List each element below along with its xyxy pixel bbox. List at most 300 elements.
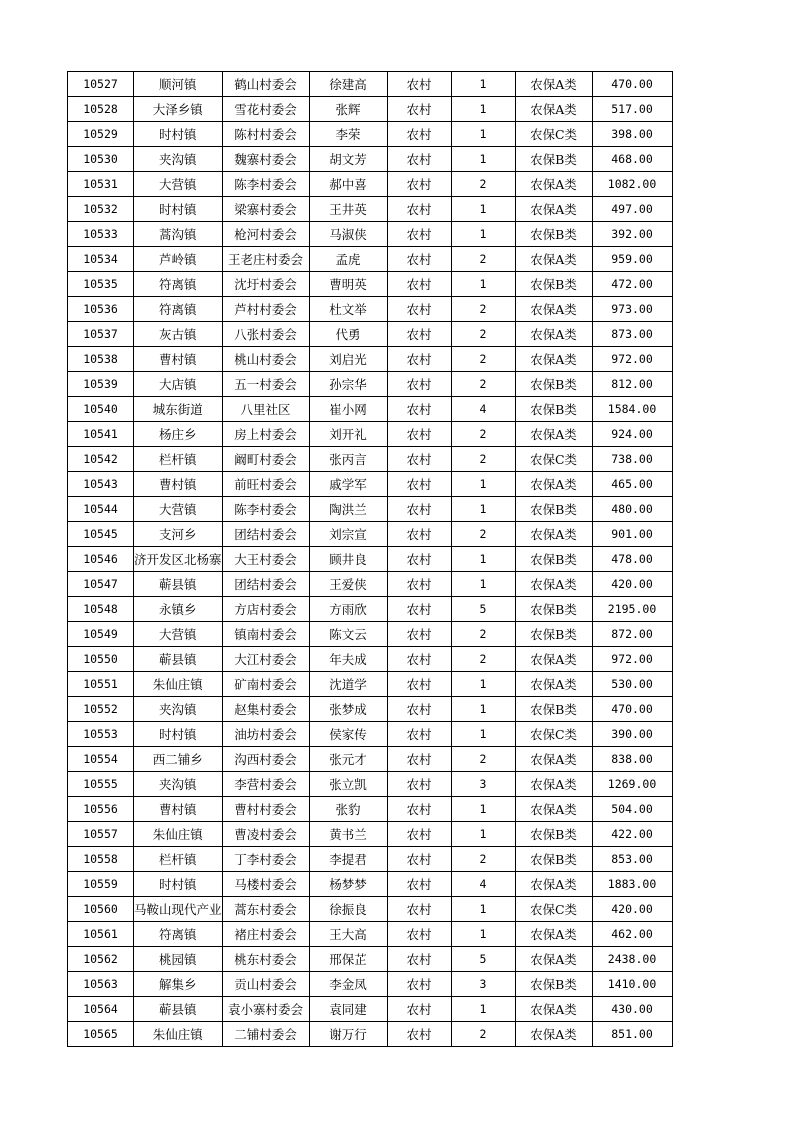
record-id-cell: 10555 bbox=[68, 772, 134, 797]
record-id-cell: 10544 bbox=[68, 497, 134, 522]
member-count-cell: 2 bbox=[451, 347, 515, 372]
table-row bbox=[68, 97, 673, 122]
table-row bbox=[68, 222, 673, 247]
person-name-cell: 胡文芳 bbox=[309, 147, 387, 172]
village-committee-cell: 方店村委会 bbox=[222, 597, 309, 622]
person-name-cell: 刘启光 bbox=[309, 347, 387, 372]
amount-cell: 2438.00 bbox=[592, 947, 672, 972]
township-cell: 栏杆镇 bbox=[134, 847, 223, 872]
household-type-cell: 农村 bbox=[387, 197, 451, 222]
village-committee-cell: 曹村村委会 bbox=[222, 797, 309, 822]
member-count-cell: 1 bbox=[451, 997, 515, 1022]
member-count-cell: 2 bbox=[451, 247, 515, 272]
person-name-cell: 徐振良 bbox=[309, 897, 387, 922]
insurance-category-cell: 农保A类 bbox=[515, 747, 592, 772]
household-type-cell: 农村 bbox=[387, 347, 451, 372]
person-name-cell: 方雨欣 bbox=[309, 597, 387, 622]
township-cell: 大营镇 bbox=[134, 172, 223, 197]
insurance-category-cell: 农保A类 bbox=[515, 797, 592, 822]
table-row bbox=[68, 547, 673, 572]
table-row bbox=[68, 822, 673, 847]
person-name-cell: 戚学军 bbox=[309, 472, 387, 497]
village-committee-cell: 二铺村委会 bbox=[222, 1022, 309, 1047]
amount-cell: 1082.00 bbox=[592, 172, 672, 197]
household-type-cell: 农村 bbox=[387, 947, 451, 972]
household-type-cell: 农村 bbox=[387, 547, 451, 572]
insurance-category-cell: 农保B类 bbox=[515, 497, 592, 522]
township-cell: 时村镇 bbox=[134, 872, 223, 897]
amount-cell: 1269.00 bbox=[592, 772, 672, 797]
record-id-cell: 10549 bbox=[68, 622, 134, 647]
record-id-cell: 10539 bbox=[68, 372, 134, 397]
household-type-cell: 农村 bbox=[387, 872, 451, 897]
insurance-category-cell: 农保A类 bbox=[515, 347, 592, 372]
member-count-cell: 3 bbox=[451, 772, 515, 797]
amount-cell: 851.00 bbox=[592, 1022, 672, 1047]
amount-cell: 959.00 bbox=[592, 247, 672, 272]
member-count-cell: 4 bbox=[451, 872, 515, 897]
household-type-cell: 农村 bbox=[387, 647, 451, 672]
amount-cell: 901.00 bbox=[592, 522, 672, 547]
person-name-cell: 张丙言 bbox=[309, 447, 387, 472]
amount-cell: 972.00 bbox=[592, 347, 672, 372]
person-name-cell: 黄书兰 bbox=[309, 822, 387, 847]
member-count-cell: 1 bbox=[451, 822, 515, 847]
township-cell: 曹村镇 bbox=[134, 347, 223, 372]
member-count-cell: 1 bbox=[451, 122, 515, 147]
member-count-cell: 1 bbox=[451, 272, 515, 297]
record-id-cell: 10529 bbox=[68, 122, 134, 147]
township-cell: 蕲县镇 bbox=[134, 997, 223, 1022]
insurance-category-cell: 农保A类 bbox=[515, 997, 592, 1022]
table-row bbox=[68, 1022, 673, 1047]
insurance-category-cell: 农保A类 bbox=[515, 97, 592, 122]
insurance-category-cell: 农保C类 bbox=[515, 447, 592, 472]
member-count-cell: 2 bbox=[451, 447, 515, 472]
township-cell: 曹村镇 bbox=[134, 797, 223, 822]
member-count-cell: 2 bbox=[451, 297, 515, 322]
insurance-category-cell: 农保B类 bbox=[515, 397, 592, 422]
record-id-cell: 10536 bbox=[68, 297, 134, 322]
village-committee-cell: 陈李村委会 bbox=[222, 497, 309, 522]
person-name-cell: 王爱侠 bbox=[309, 572, 387, 597]
member-count-cell: 2 bbox=[451, 372, 515, 397]
amount-cell: 465.00 bbox=[592, 472, 672, 497]
person-name-cell: 谢万行 bbox=[309, 1022, 387, 1047]
member-count-cell: 4 bbox=[451, 397, 515, 422]
record-id-cell: 10552 bbox=[68, 697, 134, 722]
table-row bbox=[68, 872, 673, 897]
household-type-cell: 农村 bbox=[387, 122, 451, 147]
member-count-cell: 2 bbox=[451, 1022, 515, 1047]
amount-cell: 972.00 bbox=[592, 647, 672, 672]
insurance-category-cell: 农保A类 bbox=[515, 672, 592, 697]
record-id-cell: 10542 bbox=[68, 447, 134, 472]
record-id-cell: 10551 bbox=[68, 672, 134, 697]
person-name-cell: 崔小网 bbox=[309, 397, 387, 422]
person-name-cell: 袁同建 bbox=[309, 997, 387, 1022]
record-id-cell: 10565 bbox=[68, 1022, 134, 1047]
person-name-cell: 徐建高 bbox=[309, 72, 387, 97]
member-count-cell: 2 bbox=[451, 322, 515, 347]
record-id-cell: 10537 bbox=[68, 322, 134, 347]
household-type-cell: 农村 bbox=[387, 297, 451, 322]
township-cell: 城东街道 bbox=[134, 397, 223, 422]
township-cell: 夹沟镇 bbox=[134, 147, 223, 172]
township-cell: 蕲县镇 bbox=[134, 572, 223, 597]
table-row bbox=[68, 322, 673, 347]
insurance-category-cell: 农保A类 bbox=[515, 322, 592, 347]
village-committee-cell: 梁寨村委会 bbox=[222, 197, 309, 222]
household-type-cell: 农村 bbox=[387, 372, 451, 397]
table-row bbox=[68, 72, 673, 97]
amount-cell: 420.00 bbox=[592, 572, 672, 597]
household-type-cell: 农村 bbox=[387, 522, 451, 547]
township-cell: 曹村镇 bbox=[134, 472, 223, 497]
household-type-cell: 农村 bbox=[387, 97, 451, 122]
village-committee-cell: 曹凌村委会 bbox=[222, 822, 309, 847]
member-count-cell: 1 bbox=[451, 72, 515, 97]
table-row bbox=[68, 897, 673, 922]
member-count-cell: 1 bbox=[451, 472, 515, 497]
person-name-cell: 陶洪兰 bbox=[309, 497, 387, 522]
member-count-cell: 5 bbox=[451, 597, 515, 622]
township-cell: 马鞍山现代产业 bbox=[134, 897, 223, 922]
household-type-cell: 农村 bbox=[387, 322, 451, 347]
amount-cell: 462.00 bbox=[592, 922, 672, 947]
person-name-cell: 年夫成 bbox=[309, 647, 387, 672]
amount-cell: 872.00 bbox=[592, 622, 672, 647]
insurance-category-cell: 农保B类 bbox=[515, 372, 592, 397]
insurance-category-cell: 农保A类 bbox=[515, 72, 592, 97]
township-cell: 顺河镇 bbox=[134, 72, 223, 97]
township-cell: 解集乡 bbox=[134, 972, 223, 997]
table-row bbox=[68, 772, 673, 797]
table-row bbox=[68, 972, 673, 997]
township-cell: 大营镇 bbox=[134, 622, 223, 647]
table-row bbox=[68, 172, 673, 197]
insurance-category-cell: 农保A类 bbox=[515, 772, 592, 797]
record-id-cell: 10534 bbox=[68, 247, 134, 272]
member-count-cell: 1 bbox=[451, 697, 515, 722]
amount-cell: 1584.00 bbox=[592, 397, 672, 422]
member-count-cell: 1 bbox=[451, 722, 515, 747]
insurance-category-cell: 农保A类 bbox=[515, 647, 592, 672]
table-row bbox=[68, 447, 673, 472]
table-row bbox=[68, 197, 673, 222]
township-cell: 朱仙庄镇 bbox=[134, 822, 223, 847]
record-id-cell: 10527 bbox=[68, 72, 134, 97]
member-count-cell: 5 bbox=[451, 947, 515, 972]
village-committee-cell: 大王村委会 bbox=[222, 547, 309, 572]
village-committee-cell: 鹤山村委会 bbox=[222, 72, 309, 97]
person-name-cell: 代勇 bbox=[309, 322, 387, 347]
table-row bbox=[68, 597, 673, 622]
household-type-cell: 农村 bbox=[387, 697, 451, 722]
table-row bbox=[68, 347, 673, 372]
table-row bbox=[68, 397, 673, 422]
township-cell: 时村镇 bbox=[134, 122, 223, 147]
household-type-cell: 农村 bbox=[387, 672, 451, 697]
person-name-cell: 侯家传 bbox=[309, 722, 387, 747]
person-name-cell: 张辉 bbox=[309, 97, 387, 122]
insurance-category-cell: 农保C类 bbox=[515, 897, 592, 922]
record-id-cell: 10545 bbox=[68, 522, 134, 547]
village-committee-cell: 雪花村委会 bbox=[222, 97, 309, 122]
amount-cell: 478.00 bbox=[592, 547, 672, 572]
household-type-cell: 农村 bbox=[387, 147, 451, 172]
person-name-cell: 沈道学 bbox=[309, 672, 387, 697]
person-name-cell: 陈文云 bbox=[309, 622, 387, 647]
village-committee-cell: 团结村委会 bbox=[222, 572, 309, 597]
village-committee-cell: 八里社区 bbox=[222, 397, 309, 422]
table-row bbox=[68, 672, 673, 697]
village-committee-cell: 团结村委会 bbox=[222, 522, 309, 547]
records-table bbox=[67, 71, 673, 1047]
member-count-cell: 2 bbox=[451, 847, 515, 872]
amount-cell: 430.00 bbox=[592, 997, 672, 1022]
table-row bbox=[68, 797, 673, 822]
township-cell: 大店镇 bbox=[134, 372, 223, 397]
record-id-cell: 10538 bbox=[68, 347, 134, 372]
amount-cell: 838.00 bbox=[592, 747, 672, 772]
amount-cell: 2195.00 bbox=[592, 597, 672, 622]
member-count-cell: 1 bbox=[451, 497, 515, 522]
amount-cell: 480.00 bbox=[592, 497, 672, 522]
record-id-cell: 10535 bbox=[68, 272, 134, 297]
household-type-cell: 农村 bbox=[387, 597, 451, 622]
household-type-cell: 农村 bbox=[387, 447, 451, 472]
record-id-cell: 10558 bbox=[68, 847, 134, 872]
table-row bbox=[68, 697, 673, 722]
insurance-category-cell: 农保A类 bbox=[515, 172, 592, 197]
household-type-cell: 农村 bbox=[387, 997, 451, 1022]
village-committee-cell: 桃山村委会 bbox=[222, 347, 309, 372]
person-name-cell: 李提君 bbox=[309, 847, 387, 872]
insurance-category-cell: 农保B类 bbox=[515, 847, 592, 872]
table-row bbox=[68, 122, 673, 147]
village-committee-cell: 桃东村委会 bbox=[222, 947, 309, 972]
person-name-cell: 王大高 bbox=[309, 922, 387, 947]
household-type-cell: 农村 bbox=[387, 472, 451, 497]
village-committee-cell: 魏寨村委会 bbox=[222, 147, 309, 172]
township-cell: 杨庄乡 bbox=[134, 422, 223, 447]
table-row bbox=[68, 947, 673, 972]
table-row bbox=[68, 472, 673, 497]
member-count-cell: 1 bbox=[451, 572, 515, 597]
table-row bbox=[68, 622, 673, 647]
record-id-cell: 10563 bbox=[68, 972, 134, 997]
insurance-category-cell: 农保B类 bbox=[515, 147, 592, 172]
amount-cell: 873.00 bbox=[592, 322, 672, 347]
household-type-cell: 农村 bbox=[387, 572, 451, 597]
village-committee-cell: 五一村委会 bbox=[222, 372, 309, 397]
member-count-cell: 3 bbox=[451, 972, 515, 997]
amount-cell: 1883.00 bbox=[592, 872, 672, 897]
member-count-cell: 1 bbox=[451, 672, 515, 697]
record-id-cell: 10561 bbox=[68, 922, 134, 947]
household-type-cell: 农村 bbox=[387, 272, 451, 297]
insurance-category-cell: 农保B类 bbox=[515, 597, 592, 622]
record-id-cell: 10548 bbox=[68, 597, 134, 622]
amount-cell: 420.00 bbox=[592, 897, 672, 922]
record-id-cell: 10531 bbox=[68, 172, 134, 197]
person-name-cell: 张梦成 bbox=[309, 697, 387, 722]
amount-cell: 530.00 bbox=[592, 672, 672, 697]
township-cell: 桃园镇 bbox=[134, 947, 223, 972]
village-committee-cell: 房上村委会 bbox=[222, 422, 309, 447]
record-id-cell: 10556 bbox=[68, 797, 134, 822]
household-type-cell: 农村 bbox=[387, 922, 451, 947]
village-committee-cell: 沈圩村委会 bbox=[222, 272, 309, 297]
village-committee-cell: 陈李村委会 bbox=[222, 172, 309, 197]
household-type-cell: 农村 bbox=[387, 822, 451, 847]
table-row bbox=[68, 272, 673, 297]
household-type-cell: 农村 bbox=[387, 722, 451, 747]
household-type-cell: 农村 bbox=[387, 772, 451, 797]
village-committee-cell: 阚町村委会 bbox=[222, 447, 309, 472]
household-type-cell: 农村 bbox=[387, 1022, 451, 1047]
village-committee-cell: 八张村委会 bbox=[222, 322, 309, 347]
insurance-category-cell: 农保B类 bbox=[515, 972, 592, 997]
record-id-cell: 10547 bbox=[68, 572, 134, 597]
record-id-cell: 10533 bbox=[68, 222, 134, 247]
insurance-category-cell: 农保A类 bbox=[515, 297, 592, 322]
table-row bbox=[68, 922, 673, 947]
village-committee-cell: 马楼村委会 bbox=[222, 872, 309, 897]
amount-cell: 924.00 bbox=[592, 422, 672, 447]
insurance-category-cell: 农保A类 bbox=[515, 247, 592, 272]
record-id-cell: 10559 bbox=[68, 872, 134, 897]
table-row bbox=[68, 497, 673, 522]
village-committee-cell: 赵集村委会 bbox=[222, 697, 309, 722]
amount-cell: 398.00 bbox=[592, 122, 672, 147]
insurance-category-cell: 农保A类 bbox=[515, 947, 592, 972]
member-count-cell: 2 bbox=[451, 647, 515, 672]
household-type-cell: 农村 bbox=[387, 622, 451, 647]
insurance-category-cell: 农保A类 bbox=[515, 1022, 592, 1047]
insurance-category-cell: 农保B类 bbox=[515, 697, 592, 722]
township-cell: 蕲县镇 bbox=[134, 647, 223, 672]
table-row bbox=[68, 647, 673, 672]
member-count-cell: 1 bbox=[451, 547, 515, 572]
township-cell: 西二铺乡 bbox=[134, 747, 223, 772]
household-type-cell: 农村 bbox=[387, 172, 451, 197]
member-count-cell: 2 bbox=[451, 522, 515, 547]
amount-cell: 812.00 bbox=[592, 372, 672, 397]
insurance-category-cell: 农保A类 bbox=[515, 572, 592, 597]
household-type-cell: 农村 bbox=[387, 797, 451, 822]
insurance-category-cell: 农保C类 bbox=[515, 122, 592, 147]
person-name-cell: 郝中喜 bbox=[309, 172, 387, 197]
amount-cell: 390.00 bbox=[592, 722, 672, 747]
amount-cell: 422.00 bbox=[592, 822, 672, 847]
table-row bbox=[68, 372, 673, 397]
township-cell: 时村镇 bbox=[134, 722, 223, 747]
insurance-category-cell: 农保A类 bbox=[515, 472, 592, 497]
person-name-cell: 孟虎 bbox=[309, 247, 387, 272]
table-row bbox=[68, 722, 673, 747]
village-committee-cell: 丁李村委会 bbox=[222, 847, 309, 872]
member-count-cell: 1 bbox=[451, 897, 515, 922]
township-cell: 夹沟镇 bbox=[134, 772, 223, 797]
person-name-cell: 李荣 bbox=[309, 122, 387, 147]
household-type-cell: 农村 bbox=[387, 422, 451, 447]
township-cell: 大泽乡镇 bbox=[134, 97, 223, 122]
person-name-cell: 刘开礼 bbox=[309, 422, 387, 447]
insurance-category-cell: 农保B类 bbox=[515, 547, 592, 572]
table-row bbox=[68, 747, 673, 772]
township-cell: 灰古镇 bbox=[134, 322, 223, 347]
household-type-cell: 农村 bbox=[387, 222, 451, 247]
table-row bbox=[68, 247, 673, 272]
person-name-cell: 孙宗华 bbox=[309, 372, 387, 397]
member-count-cell: 2 bbox=[451, 747, 515, 772]
record-id-cell: 10550 bbox=[68, 647, 134, 672]
person-name-cell: 张立凯 bbox=[309, 772, 387, 797]
record-id-cell: 10562 bbox=[68, 947, 134, 972]
table-row bbox=[68, 522, 673, 547]
record-id-cell: 10543 bbox=[68, 472, 134, 497]
township-cell: 符离镇 bbox=[134, 922, 223, 947]
member-count-cell: 1 bbox=[451, 222, 515, 247]
record-id-cell: 10541 bbox=[68, 422, 134, 447]
record-id-cell: 10540 bbox=[68, 397, 134, 422]
record-id-cell: 10546 bbox=[68, 547, 134, 572]
township-cell: 朱仙庄镇 bbox=[134, 672, 223, 697]
member-count-cell: 2 bbox=[451, 172, 515, 197]
record-id-cell: 10530 bbox=[68, 147, 134, 172]
village-committee-cell: 前旺村委会 bbox=[222, 472, 309, 497]
township-cell: 支河乡 bbox=[134, 522, 223, 547]
township-cell: 符离镇 bbox=[134, 297, 223, 322]
insurance-category-cell: 农保A类 bbox=[515, 922, 592, 947]
village-committee-cell: 李营村委会 bbox=[222, 772, 309, 797]
table-row bbox=[68, 847, 673, 872]
table-row bbox=[68, 147, 673, 172]
amount-cell: 472.00 bbox=[592, 272, 672, 297]
member-count-cell: 1 bbox=[451, 797, 515, 822]
table-row bbox=[68, 297, 673, 322]
person-name-cell: 顾井良 bbox=[309, 547, 387, 572]
amount-cell: 517.00 bbox=[592, 97, 672, 122]
person-name-cell: 张豹 bbox=[309, 797, 387, 822]
person-name-cell: 杜文举 bbox=[309, 297, 387, 322]
township-cell: 符离镇 bbox=[134, 272, 223, 297]
township-cell: 芦岭镇 bbox=[134, 247, 223, 272]
table-row bbox=[68, 997, 673, 1022]
record-id-cell: 10554 bbox=[68, 747, 134, 772]
amount-cell: 468.00 bbox=[592, 147, 672, 172]
record-id-cell: 10553 bbox=[68, 722, 134, 747]
person-name-cell: 曹明英 bbox=[309, 272, 387, 297]
insurance-category-cell: 农保B类 bbox=[515, 822, 592, 847]
insurance-category-cell: 农保A类 bbox=[515, 422, 592, 447]
member-count-cell: 1 bbox=[451, 197, 515, 222]
person-name-cell: 邢保芷 bbox=[309, 947, 387, 972]
member-count-cell: 2 bbox=[451, 622, 515, 647]
village-committee-cell: 矿南村委会 bbox=[222, 672, 309, 697]
person-name-cell: 李金凤 bbox=[309, 972, 387, 997]
insurance-category-cell: 农保A类 bbox=[515, 872, 592, 897]
village-committee-cell: 油坊村委会 bbox=[222, 722, 309, 747]
household-type-cell: 农村 bbox=[387, 747, 451, 772]
village-committee-cell: 芦村村委会 bbox=[222, 297, 309, 322]
amount-cell: 1410.00 bbox=[592, 972, 672, 997]
village-committee-cell: 蒿东村委会 bbox=[222, 897, 309, 922]
village-committee-cell: 袁小寨村委会 bbox=[222, 997, 309, 1022]
household-type-cell: 农村 bbox=[387, 972, 451, 997]
